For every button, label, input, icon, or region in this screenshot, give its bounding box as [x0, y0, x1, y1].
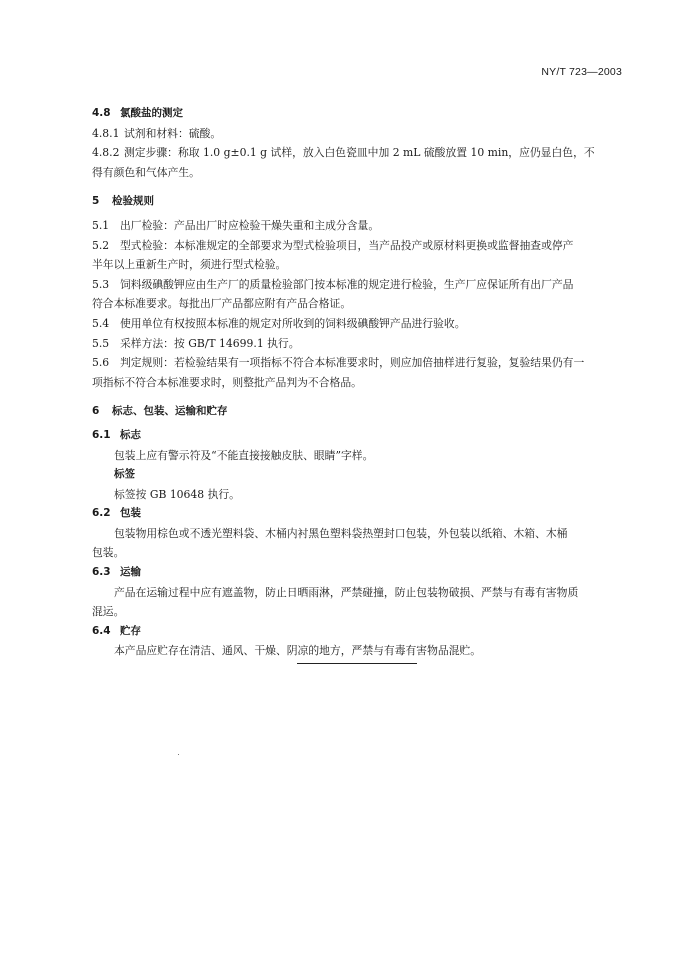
section-6-heading	[92, 402, 632, 422]
clause-4-8-2	[92, 143, 632, 163]
clause-6-3-heading	[92, 563, 632, 583]
clause-5-4	[92, 314, 632, 334]
clause-5-2	[92, 236, 632, 256]
clause-title: 运输	[120, 566, 141, 579]
section-number: 5	[92, 195, 100, 208]
clause-number: 5.2	[92, 238, 110, 252]
clause-number: 5.4	[92, 316, 110, 330]
scan-speck	[178, 754, 179, 755]
section-4-8-heading	[92, 104, 632, 124]
section-number: 4.8	[92, 107, 111, 119]
clause-text: 采样方法：按 GB/T 14699.1 执行。	[120, 336, 300, 350]
clause-number: 6.1	[92, 428, 111, 441]
clause-5-5	[92, 334, 632, 354]
clause-6-1-subtitle: 标签	[114, 468, 135, 481]
clause-6-2-heading	[92, 504, 632, 524]
clause-text: 使用单位有权按照本标准的规定对所收到的饲料级碘酸钾产品进行验收。	[120, 316, 466, 330]
section-title: 氯酸盐的测定	[120, 107, 183, 119]
clause-6-1-heading	[92, 426, 632, 446]
clause-6-3-continuation: 混运。	[92, 605, 125, 619]
clause-text: 试剂和材料：硫酸。	[124, 126, 222, 140]
clause-number: 5.3	[92, 277, 110, 291]
clause-5-1	[92, 216, 632, 236]
section-title: 标志、包装、运输和贮存	[112, 405, 228, 418]
clause-title: 标志	[120, 428, 141, 441]
clause-4-8-1	[92, 124, 632, 144]
clause-4-8-2-continuation: 得有颜色和气体产生。	[92, 165, 200, 179]
clause-number: 6.2	[92, 507, 111, 520]
clause-number: 5.1	[92, 218, 110, 232]
clause-text-line1: 型式检验：本标准规定的全部要求为型式检验项目，当产品投产或原材料更换或监督抽查或停产	[120, 238, 574, 252]
clause-number: 4.8.2	[92, 146, 120, 160]
clause-6-3-text-line1: 产品在运输过程中应有遮盖物，防止日晒雨淋，严禁碰撞，防止包装物破损、严禁与有毒有害物质	[114, 585, 579, 599]
clause-number: 5.6	[92, 356, 110, 370]
clause-text-line1: 判定规则：若检验结果有一项指标不符合本标准要求时，则应加倍抽样进行复验，复验结果仍有一	[120, 356, 585, 370]
end-of-document-rule	[297, 663, 417, 664]
clause-6-4-heading	[92, 622, 632, 642]
clause-6-4-text: 本产品应贮存在清洁、通风、干燥、阴凉的地方，严禁与有毒有害物品混贮。	[114, 644, 482, 658]
clause-5-2-continuation: 半年以上重新生产时，须进行型式检验。	[92, 258, 287, 272]
clause-title: 贮存	[120, 624, 141, 637]
standard-code: NY/T 723—2003	[541, 66, 622, 78]
clause-5-6	[92, 353, 632, 373]
section-5-heading	[92, 192, 632, 212]
clause-5-6-continuation: 项指标不符合本标准要求时，则整批产品判为不合格品。	[92, 375, 362, 389]
clause-text-line1: 饲料级碘酸钾应由生产厂的质量检验部门按本标准的规定进行检验，生产厂应保证所有出厂产品	[120, 277, 574, 291]
section-title: 检验规则	[112, 195, 154, 208]
clause-6-2-continuation: 包装。	[92, 546, 125, 560]
clause-number: 4.8.1	[92, 126, 120, 140]
clause-number: 5.5	[92, 336, 110, 350]
clause-text-line1: 测定步骤：称取 1.0 g±0.1 g 试样，放入白色瓷皿中加 2 mL 硫酸放置 10 min，应仍显白色，不	[124, 146, 595, 160]
clause-5-3-continuation: 符合本标准要求。每批出厂产品都应附有产品合格证。	[92, 297, 352, 311]
clause-text: 出厂检验：产品出厂时应检验干燥失重和主成分含量。	[120, 218, 380, 232]
document-body	[92, 104, 632, 661]
clause-5-3	[92, 275, 632, 295]
clause-title: 包装	[120, 507, 141, 520]
clause-number: 6.3	[92, 566, 111, 579]
section-number: 6	[92, 405, 100, 418]
clause-6-1-text: 包装上应有警示符及“不能直接接触皮肤、眼睛”字样。	[114, 448, 374, 462]
clause-6-1-subtext: 标签按 GB 10648 执行。	[114, 487, 240, 501]
clause-number: 6.4	[92, 624, 111, 637]
clause-6-2-text-line1: 包装物用棕色或不透光塑料袋、木桶内衬黑色塑料袋热塑封口包装，外包装以纸箱、木箱、木桶	[114, 526, 568, 540]
